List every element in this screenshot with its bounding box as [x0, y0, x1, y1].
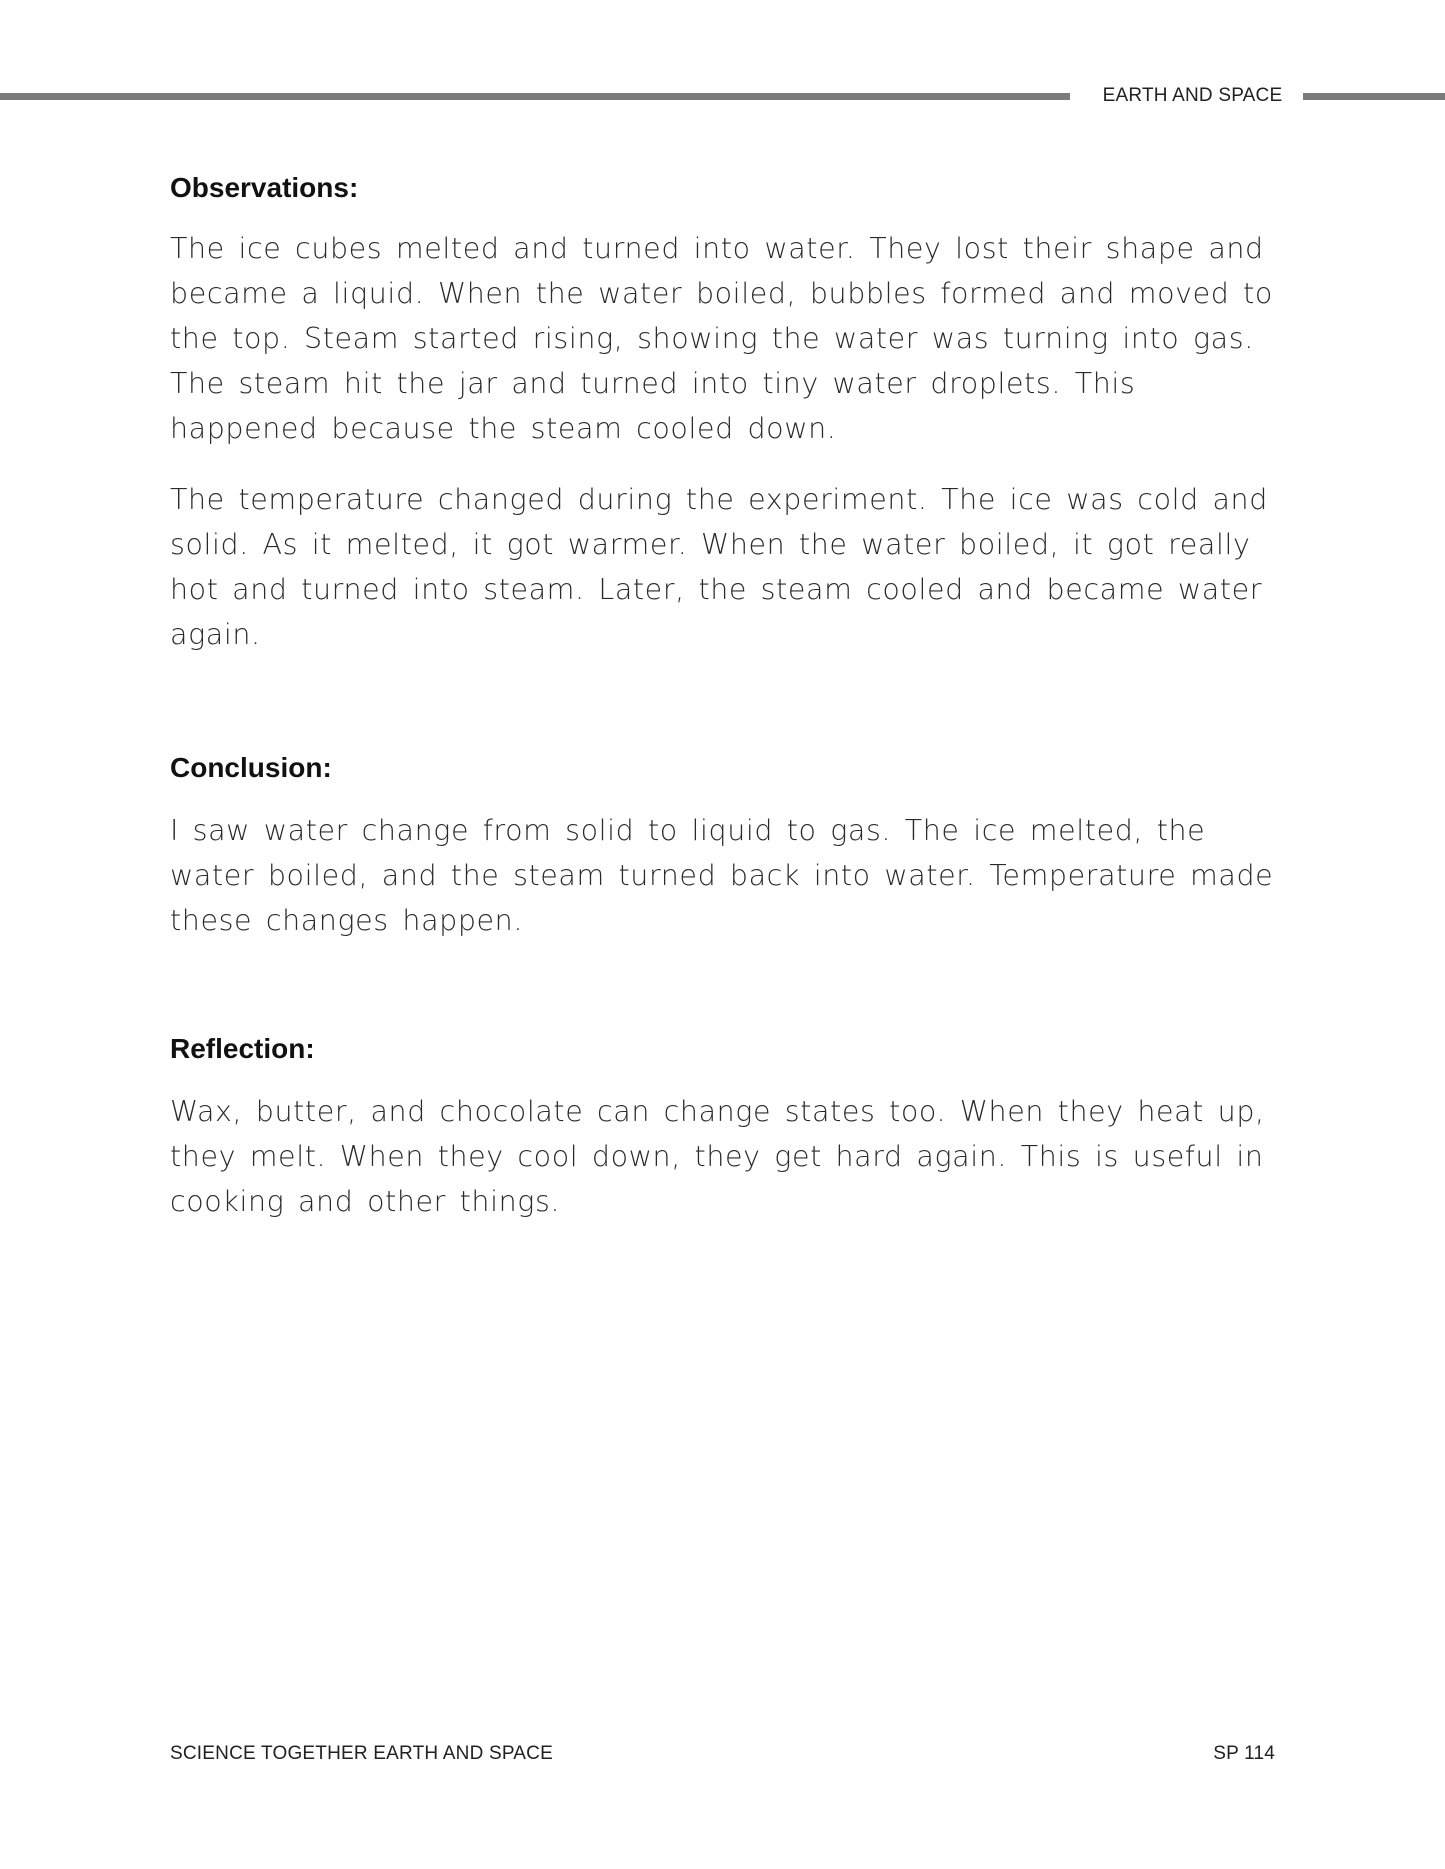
reflection-section: [170, 1031, 1280, 1224]
observations-section: [170, 170, 1280, 657]
observations-paragraph: The ice cubes melted and turned into water. They lost their shape and became a liquid. When the water boiled, bubbles formed and moved to the top. Steam started rising, showing the water was turning into gas. The steam hit the jar and turned into tiny water droplets. This happened because the steam cooled down.: [170, 232, 1273, 445]
header-rule-right: [1303, 93, 1445, 100]
footer-book-title: SCIENCE TOGETHER EARTH AND SPACE: [170, 1743, 553, 1764]
header-section-label: EARTH AND SPACE: [1102, 85, 1283, 106]
conclusion-heading: Conclusion:: [170, 752, 332, 783]
observations-heading: Observations:: [170, 172, 359, 203]
page-content: [170, 170, 1280, 1224]
footer-page-number: SP 114: [1213, 1743, 1275, 1764]
observations-paragraph: The temperature changed during the experiment. The ice was cold and solid. As it melted, it got warmer. When the water boiled, it got really hot and turned into steam. Later, the steam cooled and became water again.: [170, 483, 1268, 651]
reflection-paragraph: Wax, butter, and chocolate can change states too. When they heat up, they melt. When they cool down, they get hard again. This is useful in cooking and other things.: [170, 1095, 1265, 1218]
conclusion-paragraph: I saw water change from solid to liquid to gas. The ice melted, the water boiled, and the steam turned back into water. Temperature made these changes happen.: [170, 814, 1274, 937]
reflection-heading: Reflection:: [170, 1033, 315, 1064]
header-rule-left: [0, 93, 1070, 100]
conclusion-section: [170, 750, 1280, 943]
